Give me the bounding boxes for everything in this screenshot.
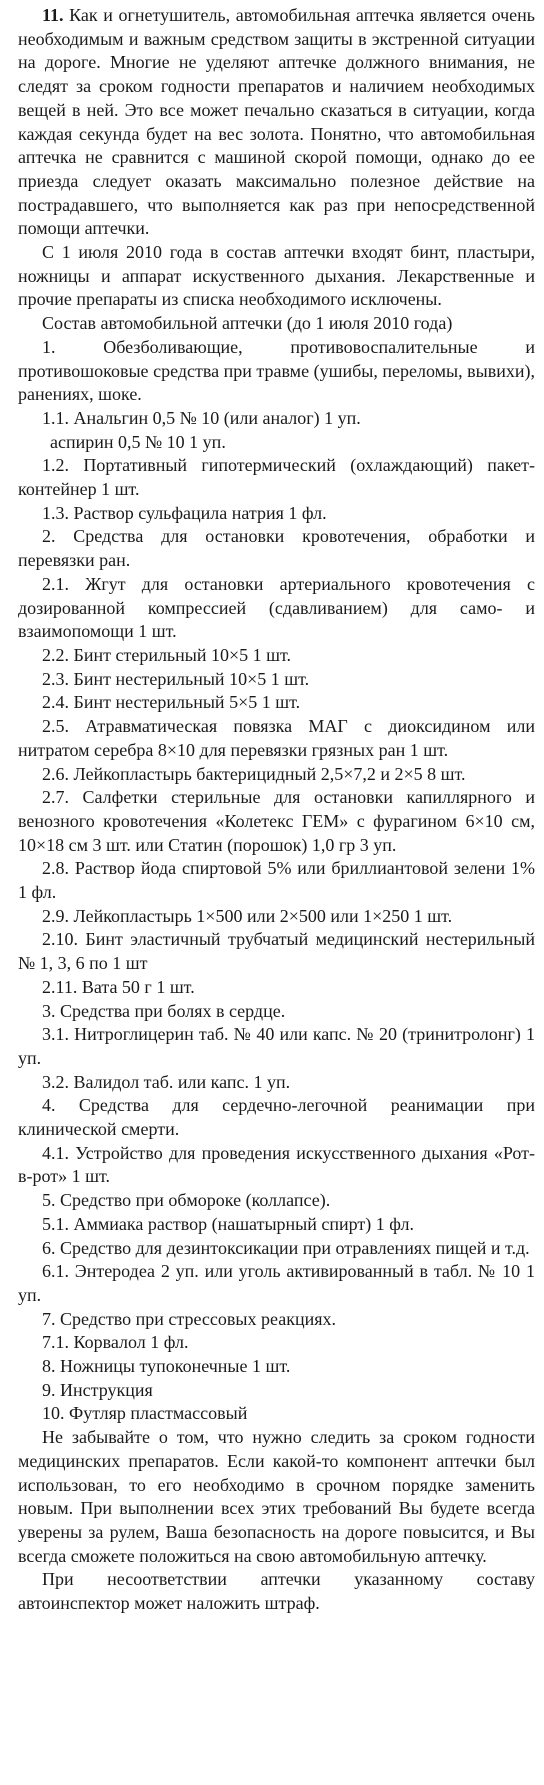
paragraph: 3.2. Валидол таб. или капс. 1 уп.: [42, 1071, 291, 1092]
paragraph: 5.1. Аммиака раствор (нашатырный спирт) 1 фл.: [42, 1213, 414, 1234]
paragraph: 9. Инструкция: [42, 1379, 153, 1400]
problem-number: 11.: [42, 5, 64, 25]
paragraph: аспирин 0,5 № 10 1 уп.: [50, 431, 226, 452]
paragraph: 2.1. Жгут для остановки артериального кровотечения с дозированной компрессией (сдавливанием) для само- и взаимопомощи 1 шт.: [18, 573, 535, 642]
paragraph: 8. Ножницы тупоконечные 1 шт.: [42, 1356, 291, 1377]
paragraph-intro: [18, 4, 535, 241]
paragraph: 2. Средства для остановки кровотечения, обработки и перевязки ран.: [18, 526, 535, 571]
paragraph: 2.6. Лейкопластырь бактерицидный 2,5×7,2 и 2×5 8 шт.: [42, 763, 466, 784]
paragraph: 2.11. Вата 50 г 1 шт.: [42, 976, 195, 997]
paragraph: 2.5. Атравматическая повязка МАГ с диоксидином или нитратом серебра 8×10 для перевязки грязных ран 1 шт.: [18, 716, 535, 760]
document-body: [18, 241, 535, 1616]
paragraph: 2.9. Лейкопластырь 1×500 или 2×500 или 1×250 1 шт.: [42, 905, 453, 926]
paragraph: 5. Средство при обмороке (коллапсе).: [42, 1190, 331, 1211]
paragraph: Состав автомобильной аптечки (до 1 июля 2010 года): [42, 313, 453, 334]
paragraph: 1. Обезболивающие, противовоспалительные и противошоковые средства при травме (ушибы, переломы, вывихи), ранениях, шоке.: [18, 336, 535, 405]
paragraph: 7.1. Корвалол 1 фл.: [42, 1332, 189, 1353]
paragraph: 3. Средства при болях в сердце.: [42, 1000, 286, 1021]
paragraph: С 1 июля 2010 года в состав аптечки входят бинт, пластыри, ножницы и аппарат искуственного дыхания. Лекарственные и прочие препараты из списка необходимого исключены.: [18, 242, 535, 310]
paragraph: 2.3. Бинт нестерильный 10×5 1 шт.: [42, 668, 310, 689]
paragraph: 4.1. Устройство для проведения искусственного дыхания «Рот-в-рот» 1 шт.: [18, 1142, 535, 1187]
paragraph: 2.2. Бинт стерильный 10×5 1 шт.: [42, 644, 292, 665]
paragraph: 2.8. Раствор йода спиртовой 5% или бриллиантовой зелени 1% 1 фл.: [18, 858, 535, 903]
paragraph: 1.3. Раствор сульфацила натрия 1 фл.: [42, 502, 327, 523]
paragraph: 2.10. Бинт эластичный трубчатый медицинский нестерильный № 1, 3, 6 по 1 шт: [18, 929, 535, 974]
paragraph: 3.1. Нитроглицерин таб. № 40 или капс. № 20 (тринитролонг) 1 уп.: [18, 1024, 535, 1068]
paragraph: 6. Средство для дезинтоксикации при отравлениях пищей и т.д.: [42, 1237, 530, 1258]
paragraph: 2.4. Бинт нестерильный 5×5 1 шт.: [42, 692, 301, 713]
paragraph: 4. Средства для сердечно-легочной реанимации при клинической смерти.: [18, 1095, 535, 1140]
paragraph: Не забывайте о том, что нужно следить за сроком годности медицинских препаратов. Если какой-то компонент аптечки был использован, то его необходимо в срочном порядке заменить новым. При выполнении всех этих требований Вы будете всегда уверены за рулем, Ваша безопасность на дороге повысится, и Вы всегда сможете положиться на свою автомобильную аптечку.: [18, 1427, 535, 1566]
paragraph: 1.2. Портативный гипотермический (охлаждающий) пакет-контейнер 1 шт.: [18, 455, 535, 500]
paragraph: 2.7. Салфетки стерильные для остановки капиллярного и венозного кровотечения «Колетекс ГЕМ» с фурагином 6×10 см, 10×18 см 3 шт. или Статин (порошок) 1,0 гр 3 уп.: [18, 787, 535, 855]
paragraph: При несоответствии аптечки указанному составу автоинспектор может наложить штраф.: [18, 1569, 535, 1614]
paragraph: 6.1. Энтеродеа 2 уп. или уголь активированный в табл. № 10 1 уп.: [18, 1261, 535, 1305]
paragraph: 1.1. Анальгин 0,5 № 10 (или аналог) 1 уп.: [42, 407, 361, 428]
paragraph-text: Как и огнетушитель, автомобильная аптечка является очень необходимым и важным средством защиты в экстренной ситуации на дороге. Многие не уделяют аптечке должного внимания, не следят за сроком годности препаратов и наличием необходимых вещей в ней. Это все может печально сказаться в ситуации, когда каждая секунда будет на вес золота. Понятно, что автомобильная аптечка не сравнится с машиной скорой помощи, однако до ее приезда следует оказать максимально полезное действие на пострадавшего, что выполняется как раз при непосредственной помощи аптечки.: [18, 5, 536, 239]
paragraph: 10. Футляр пластмассовый: [42, 1403, 248, 1424]
paragraph: 7. Средство при стрессовых реакциях.: [42, 1308, 336, 1329]
